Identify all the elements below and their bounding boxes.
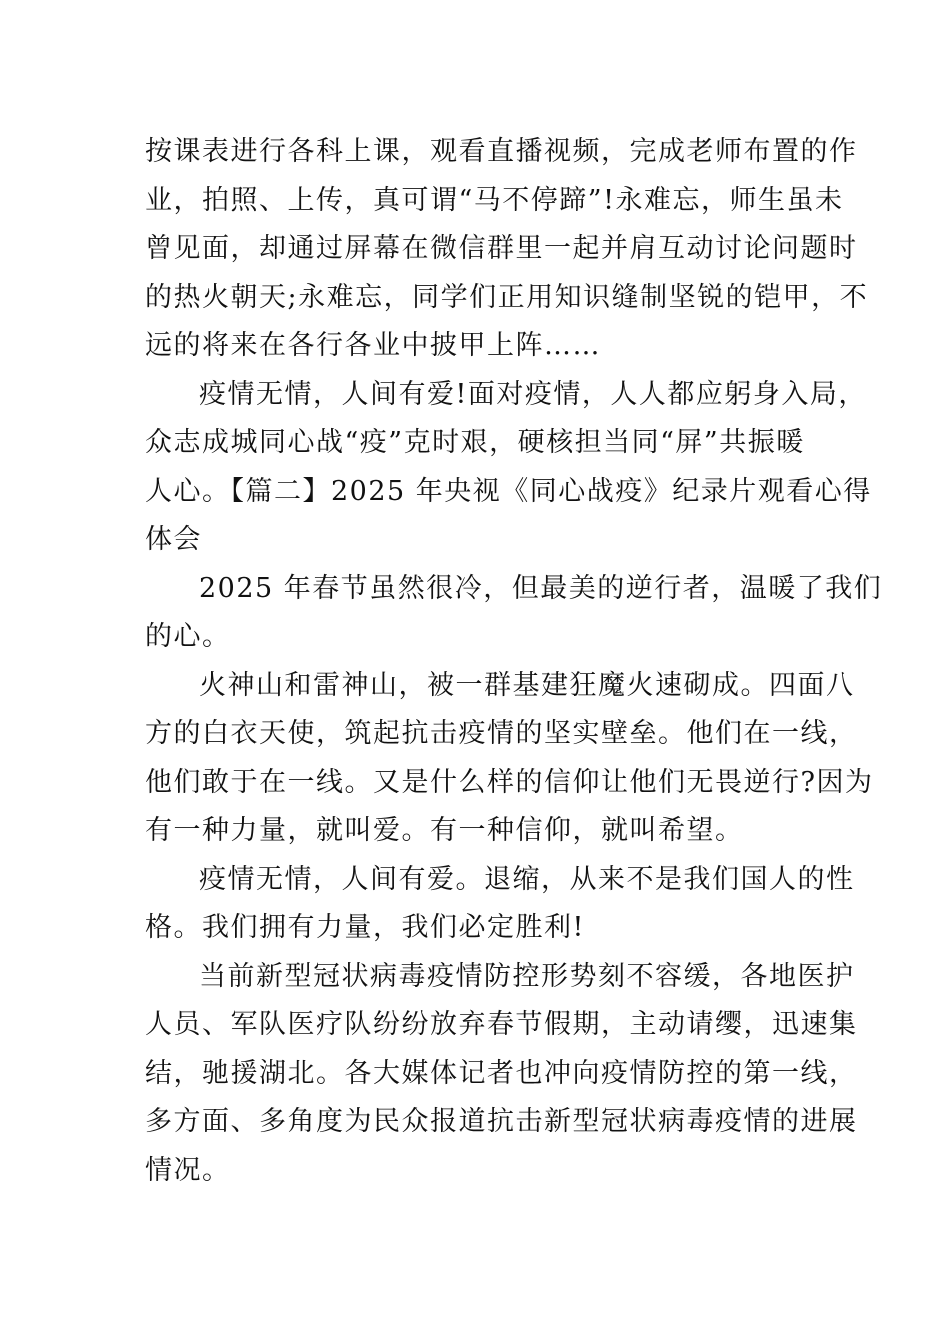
text-line: 多方面、多角度为民众报道抗击新型冠状病毒疫情的进展 xyxy=(145,1106,858,1137)
text-line: 结，驰援湖北。各大媒体记者也冲向疫情防控的第一线， xyxy=(145,1057,858,1089)
text-line: 格。我们拥有力量，我们必定胜利! xyxy=(145,912,585,943)
text-line: 有一种力量，就叫爱。有一种信仰，就叫希望。 xyxy=(145,815,744,846)
paragraph-start-line: 疫情无情，人间有爱。退缩，从来不是我们国人的性 xyxy=(199,863,855,895)
text-line: 的热火朝天;永难忘，同学们正用知识缝制坚锐的铠甲，不 xyxy=(145,281,869,313)
paragraph-start-line: 火神山和雷神山，被一群基建狂魔火速砌成。四面八 xyxy=(199,669,855,701)
text-line: 按课表进行各科上课，观看直播视频，完成老师布置的作 xyxy=(145,136,858,167)
text-line: 他们敢于在一线。又是什么样的信仰让他们无畏逆行?因为 xyxy=(145,766,874,798)
text-line: 情况。 xyxy=(145,1154,231,1186)
text-line: 曾见面，却通过屏幕在微信群里一起并肩互动讨论问题时 xyxy=(145,233,858,264)
paragraph-start-line: 2025 年春节虽然很冷，但最美的逆行者，温暖了我们 xyxy=(199,572,883,604)
document-body xyxy=(145,128,883,1195)
text-line: 人员、军队医疗队纷纷放弃春节假期，主动请缨，迅速集 xyxy=(145,1009,858,1040)
text-line: 的心。 xyxy=(145,621,231,652)
text-line: 业，拍照、上传，真可谓“马不停蹄”!永难忘，师生虽未 xyxy=(145,184,844,216)
text-line: 人心。【篇二】2025 年央视《同心战疫》纪录片观看心得 xyxy=(145,475,872,507)
text-line: 众志成城同心战“疫”克时艰，硬核担当同“屏”共振暖 xyxy=(145,427,805,458)
paragraph-start-line: 疫情无情，人间有爱!面对疫情，人人都应躬身入局， xyxy=(199,378,867,410)
text-line: 远的将来在各行各业中披甲上阵…… xyxy=(145,330,601,361)
paragraph-start-line: 当前新型冠状病毒疫情防控形势刻不容缓，各地医护 xyxy=(199,960,855,992)
text-line: 体会 xyxy=(145,524,202,555)
text-line: 方的白衣天使，筑起抗击疫情的坚实壁垒。他们在一线， xyxy=(145,718,858,749)
